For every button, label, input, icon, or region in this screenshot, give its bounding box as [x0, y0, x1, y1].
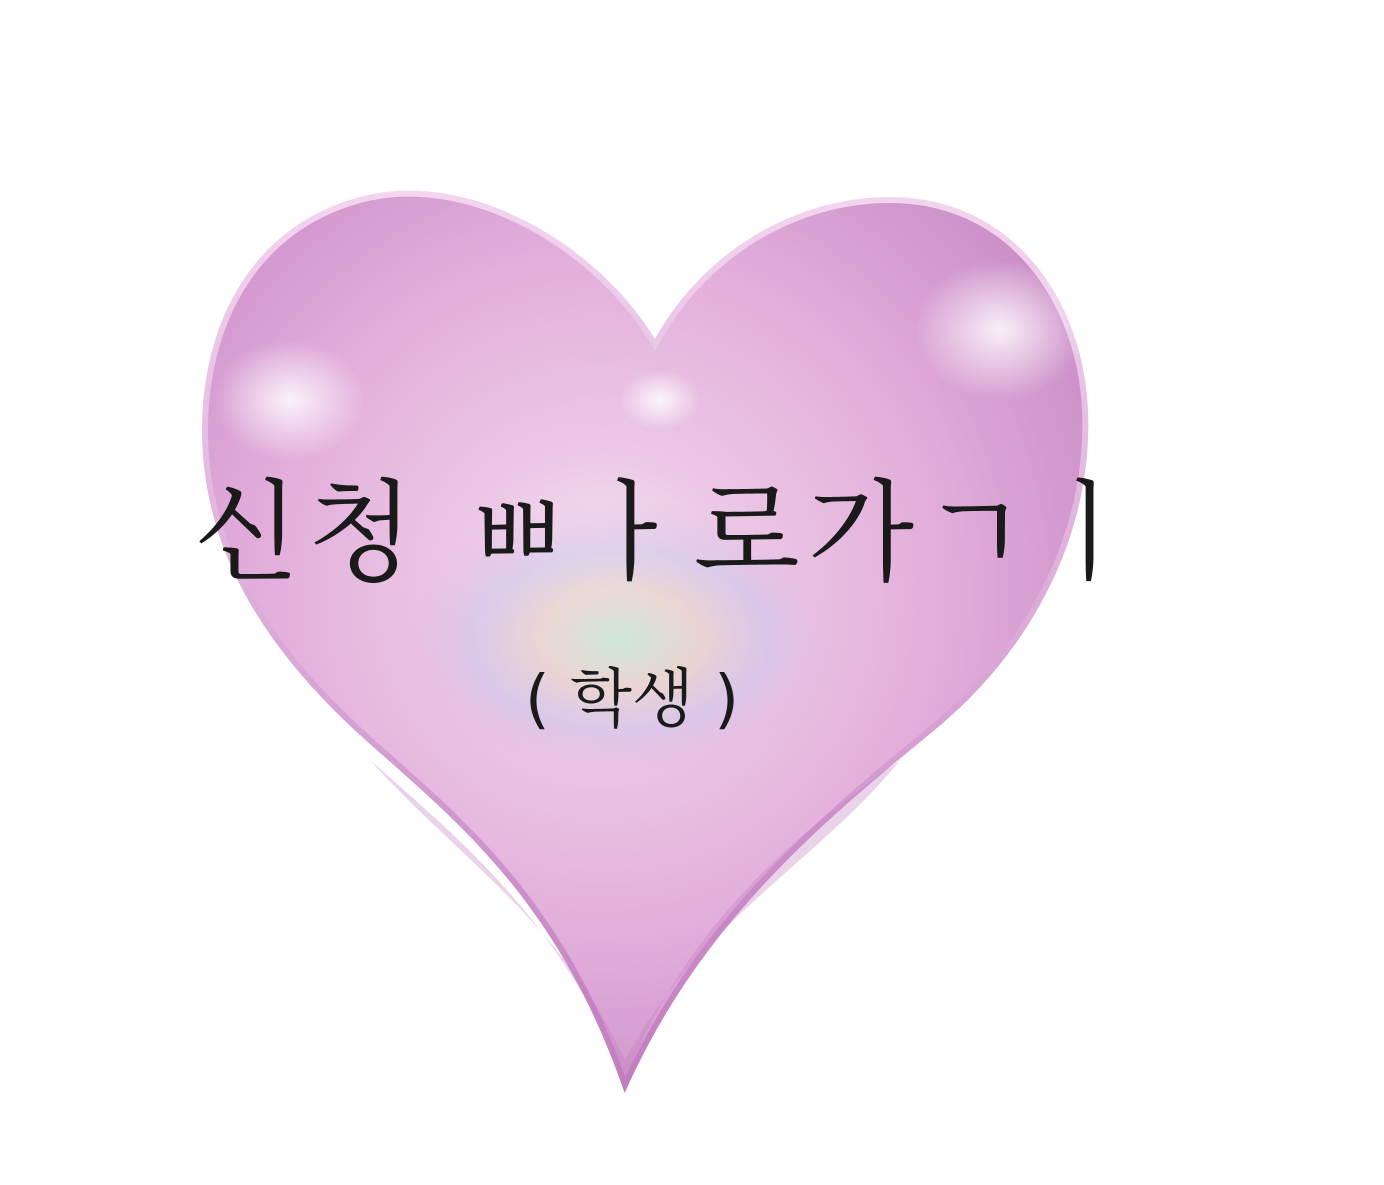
apply-shortcut-button[interactable]	[190, 150, 1110, 870]
button-sublabel: ( 학생 )	[524, 663, 740, 737]
button-label: 신청 ㅃㅏ로가ㄱㅣ	[193, 469, 1151, 597]
